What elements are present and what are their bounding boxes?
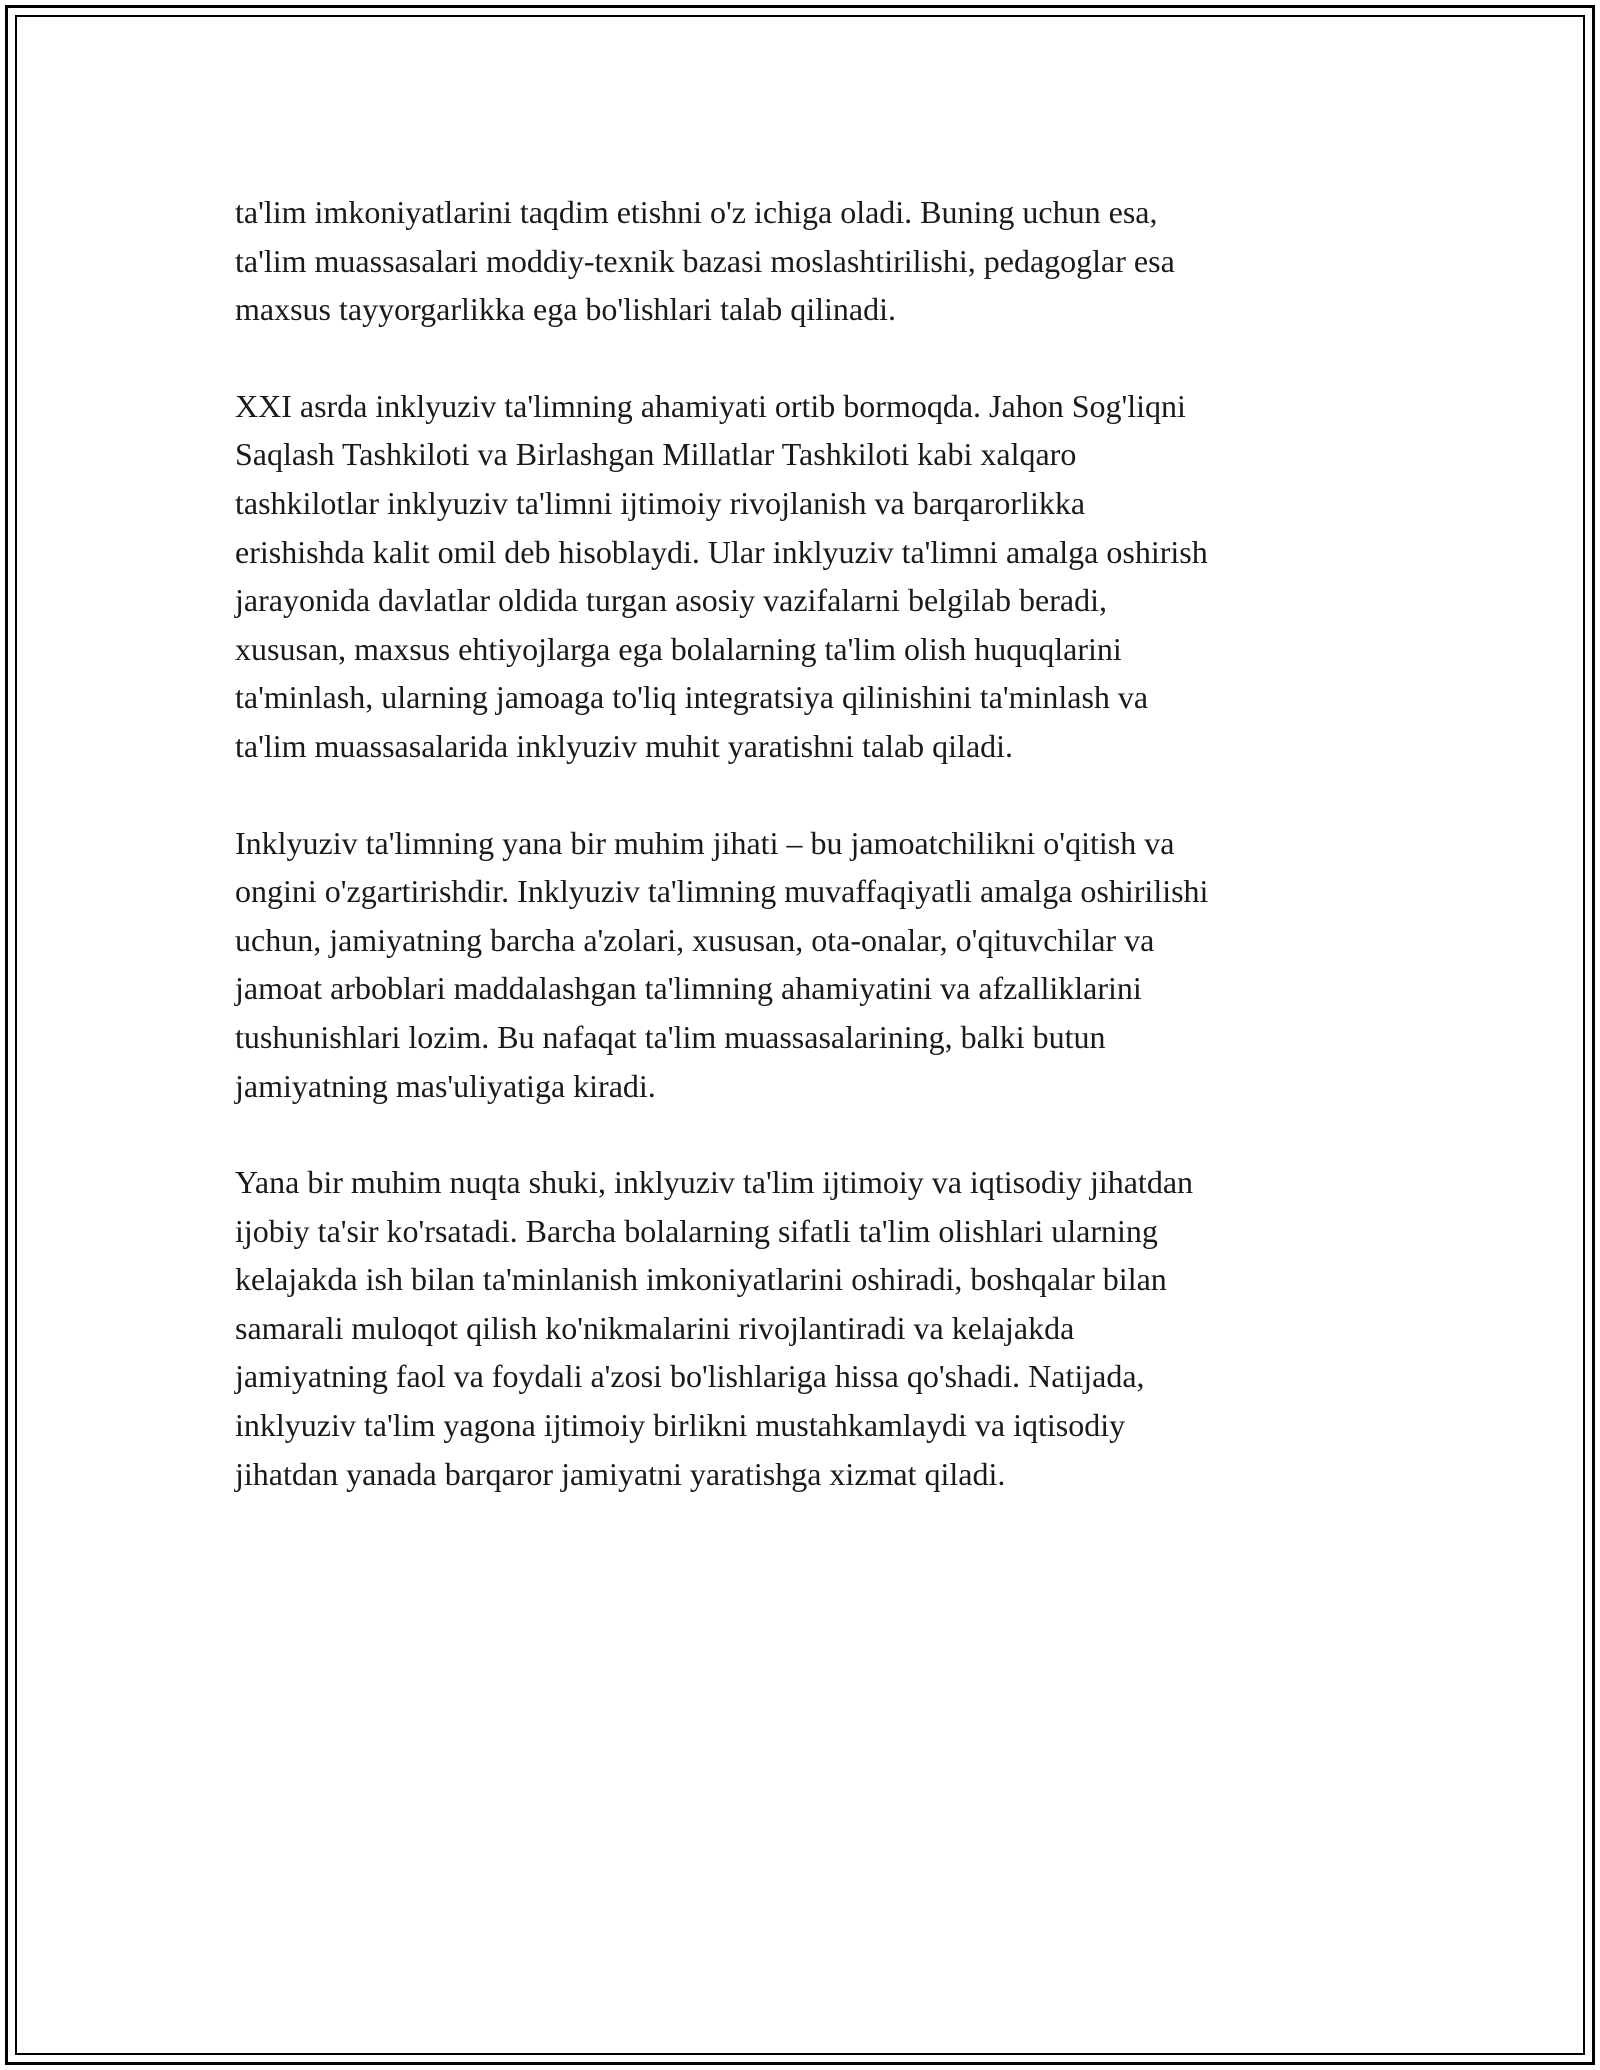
text-line: ta'lim imkoniyatlarini taqdim etishni o'z ichiga oladi. Buning uchun esa,	[235, 194, 1158, 230]
text-line: jamoat arboblari maddalashgan ta'limning ahamiyatini va afzalliklarini	[235, 970, 1142, 1007]
paragraph-4	[235, 1158, 1375, 1498]
text-line: ta'minlash, ularning jamoaga to'liq integratsiya qilinishini ta'minlash va	[235, 679, 1149, 716]
text-line: uchun, jamiyatning barcha a'zolari, xususan, ota-onalar, o'qituvchilar va	[235, 921, 1155, 958]
text-line: tushunishlari lozim. Bu nafaqat ta'lim muassasalarining, balki butun	[235, 1018, 1106, 1055]
paragraph-1	[235, 188, 1375, 334]
paragraph-3	[235, 819, 1375, 1111]
text-line: Saqlash Tashkiloti va Birlashgan Millatlar Tashkiloti kabi xalqaro	[235, 436, 1077, 473]
text-line: XXI asrda inklyuziv ta'limning ahamiyati ortib bormoqda. Jahon Sog'liqni	[235, 387, 1186, 424]
text-line: ta'lim muassasalari moddiy-texnik bazasi moslashtirilishi, pedagoglar esa	[235, 242, 1175, 279]
paragraph-2	[235, 382, 1375, 771]
text-line: xususan, maxsus ehtiyojlarga ega bolalarning ta'lim olish huquqlarini	[235, 630, 1122, 667]
text-line: jamiyatning faol va foydali a'zosi bo'lishlariga hissa qo'shadi. Natijada,	[235, 1358, 1145, 1395]
text-line: tashkilotlar inklyuziv ta'limni ijtimoiy rivojlanish va barqarorlikka	[235, 484, 1086, 521]
text-line: jarayonida davlatlar oldida turgan asosiy vazifalarni belgilab beradi,	[235, 582, 1107, 619]
text-line: maxsus tayyorgarlikka ega bo'lishlari talab qilinadi.	[235, 291, 897, 328]
text-line: ongini o'zgartirishdir. Inklyuziv ta'limning muvaffaqiyatli amalga oshirilishi	[235, 873, 1209, 910]
text-line: Inklyuziv ta'limning yana bir muhim jihati – bu jamoatchilikni o'qitish va	[235, 824, 1175, 861]
document-body	[235, 188, 1375, 1546]
text-line: jihatdan yanada barqaror jamiyatni yaratishga xizmat qiladi.	[235, 1455, 1006, 1492]
text-line: inklyuziv ta'lim yagona ijtimoiy birlikni mustahkamlaydi va iqtisodiy	[235, 1407, 1126, 1444]
text-line: jamiyatning mas'uliyatiga kiradi.	[235, 1067, 656, 1104]
text-line: kelajakda ish bilan ta'minlanish imkoniyatlarini oshiradi, boshqalar bilan	[235, 1261, 1167, 1298]
text-line: ijobiy ta'sir ko'rsatadi. Barcha bolalarning sifatli ta'lim olishlari ularning	[235, 1212, 1158, 1249]
text-line: erishishda kalit omil deb hisoblaydi. Ular inklyuziv ta'limni amalga oshirish	[235, 533, 1208, 570]
text-line: samarali muloqot qilish ko'nikmalarini rivojlantiradi va kelajakda	[235, 1309, 1075, 1346]
text-line: ta'lim muassasalarida inklyuziv muhit yaratishni talab qiladi.	[235, 727, 1014, 764]
text-line: Yana bir muhim nuqta shuki, inklyuziv ta'lim ijtimoiy va iqtisodiy jihatdan	[235, 1164, 1194, 1201]
